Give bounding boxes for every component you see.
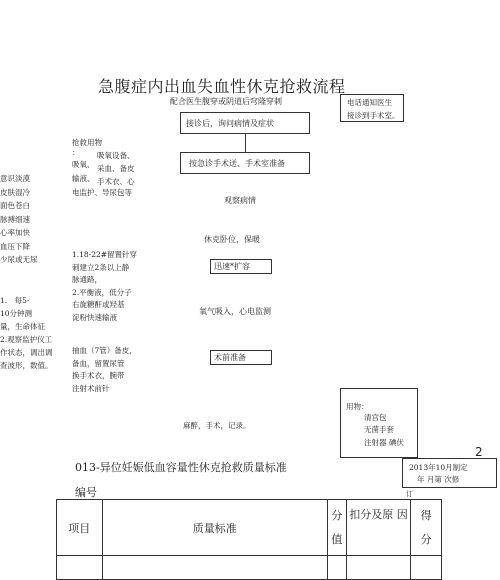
flow-step-1-box: [180, 112, 310, 134]
monitoring-line: 2.观察监护仪工: [0, 335, 53, 344]
item: 吸氧、: [72, 160, 95, 169]
symptom: 面色苍白: [0, 201, 30, 210]
table-cell: [411, 556, 442, 580]
measure-line: 抽血（7管）备皮，: [72, 346, 137, 355]
code-label: 编号: [75, 486, 97, 499]
item: 输液、: [72, 174, 95, 183]
measure-line: 刺建立2条以上静: [72, 262, 130, 272]
col-got-line: 得: [420, 508, 432, 522]
measure-line: 淀粉快速输液: [72, 312, 117, 322]
table-cell: [102, 556, 327, 580]
flow-step-8: 麻醉，手术，记录。: [183, 421, 251, 430]
supplies-line: 注射器 碘伏: [364, 438, 404, 447]
measure-line: 2.平衡液，低分子: [72, 287, 132, 297]
table-cell: [327, 556, 346, 580]
col-item-header: 项目: [57, 500, 103, 556]
monitoring-line: 10分钟测: [0, 309, 33, 318]
symptom: 脉搏细速: [0, 214, 30, 224]
notify-line-1: 电话通知医生: [347, 98, 392, 107]
notify-line-2: 接诊到手术室。: [347, 111, 400, 120]
symptom: 血压下降: [0, 241, 30, 251]
flow-step-3: 观察病情: [224, 196, 256, 205]
monitoring-line: 量，生命体征: [0, 322, 45, 331]
flow-step-5: 迅速*扩容: [214, 262, 250, 271]
monitoring-notes: [0, 294, 53, 372]
item: 电监护、导尿包等: [72, 188, 132, 197]
col-standard-header: 质量标准: [102, 500, 327, 556]
measure-line: 1.18-22#留置针穿: [72, 250, 138, 259]
item: 吸氧设备、: [97, 151, 135, 160]
flow-step-4: 休克卧位，保暖: [204, 235, 260, 244]
col-score-line: 分: [331, 508, 343, 522]
item: 手术衣、心: [97, 177, 135, 186]
item: 采血、备皮: [97, 164, 135, 173]
symptom: 少尿或无尿: [0, 255, 38, 264]
measure-line: 注射术前针: [72, 383, 110, 393]
flow-step-2: 按急诊手术送、手术室准备: [189, 159, 285, 168]
col-got-line: 分: [420, 532, 432, 546]
monitoring-line: 查波形，数值。: [0, 361, 53, 370]
date-suffix: 订: [406, 490, 413, 498]
flow-step-6: 氧气吸入，心电监测: [199, 307, 271, 316]
flow-step-7: 术前准备: [214, 353, 246, 362]
flow-step-1: 接诊后，询问病情及症状: [186, 119, 274, 128]
monitoring-line: 作状态，调出调: [0, 348, 53, 357]
table-cell: [346, 556, 410, 580]
symptom: 皮肤湿冷: [0, 187, 30, 197]
table-cell: [57, 556, 103, 580]
col-got-header: [411, 500, 442, 556]
items-heading: 抢救用物: [72, 138, 102, 147]
page-title: 急腹症内出血失血性休克抢救流程: [98, 77, 346, 96]
supplies-box: [340, 388, 418, 458]
date-line-1: 2013年10月制定: [409, 463, 468, 472]
col-score-header: [327, 500, 346, 556]
notify-box: [340, 94, 404, 122]
measure-line: 换手术衣，腕带: [72, 371, 125, 380]
flow-step-7-box: [210, 350, 272, 365]
measure-line: 右旋糖酐或羟基: [72, 300, 125, 309]
monitoring-line: 1. 每5-: [0, 296, 30, 305]
flow-step-2-box: [180, 152, 310, 174]
col-deduct-header: 扣分及原 因: [346, 500, 410, 556]
symptom: 心率加快: [0, 228, 30, 237]
items-col-b: [97, 149, 135, 188]
date-line-2: 年 月第 次修: [417, 475, 460, 484]
page-subtitle: 配合医生腹穿或阴道后穹隆穿刺: [170, 97, 282, 106]
page-number: 2: [475, 445, 483, 459]
symptom-list: [0, 172, 38, 267]
col-score-line: 值: [331, 532, 343, 546]
flow-step-5-box: [210, 259, 272, 274]
connector: [245, 134, 246, 152]
section-title: 013-异位妊娠低血容量性休克抢救质量标准: [75, 461, 287, 474]
supplies-line: 清宫包: [364, 413, 387, 422]
measures-block-2: [72, 345, 137, 395]
symptom: 意识淡漠: [0, 174, 30, 183]
date-box: [402, 458, 497, 488]
measures-block-1: [72, 249, 137, 324]
supplies-line: 无菌手套: [364, 425, 394, 434]
measure-line: 脉通路，: [72, 275, 102, 284]
measure-line: 备血，留置尿管: [72, 358, 125, 368]
items-colon: ：: [72, 148, 80, 157]
quality-table: [56, 499, 442, 580]
supplies-line: 用物：: [346, 402, 369, 411]
